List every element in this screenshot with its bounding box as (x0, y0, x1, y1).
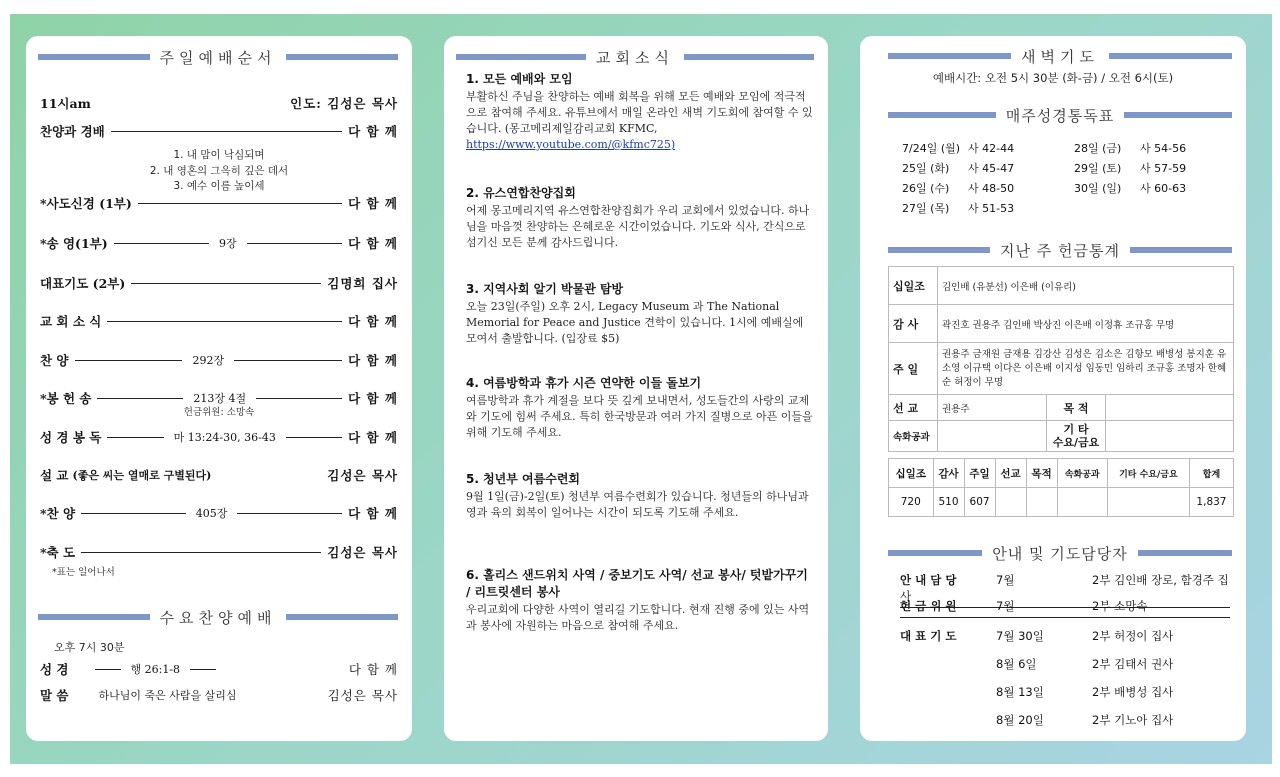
bible-passage: 사 54-56 (1140, 142, 1187, 155)
duty-person: 2부 허정이 집사 (1092, 629, 1174, 643)
news-body (466, 89, 814, 153)
order-line (107, 437, 163, 438)
order-leader: 다 함 께 (348, 196, 398, 211)
news-text: 여름방학과 휴가 계절을 보다 뜻 깊게 보내면서, 성도들간의 사랑의 교제와 기도에 힘써 주세요. 특히 한국방문과 여러 가지 질병으로 아픈 이들을 위해 기도해 주세요. (466, 394, 813, 439)
news-title: 2. 유스연합찬양집회 (466, 186, 576, 200)
order-line (107, 321, 342, 322)
summary-header-cell: 주일 (964, 459, 995, 488)
bible-passage: 사 45-47 (968, 162, 1015, 175)
order-detail: 405장 (195, 507, 228, 520)
summary-header-cell: 감사 (933, 459, 964, 488)
bible-passage: 사 60-63 (1140, 182, 1187, 195)
news-item (466, 184, 814, 251)
duty-heading: 안내 및 기도담당자 (888, 542, 1232, 564)
news-text: 부활하신 주님을 찬양하는 예배 회복을 위해 모든 예배와 모임에 적극적으로 참여해 주세요. 유튜브에서 매일 온라인 새벽 기도회에 참여할 수 있습니다. (몽고메리제일감리교회 KFMC, (466, 90, 813, 135)
news-title: 6. 홀리스 샌드위치 사역 / 중보기도 사역/ 선교 봉사/ 텃밭가꾸기 / 리트릿센터 봉사 (466, 568, 808, 599)
bible-passage: 사 42-44 (968, 142, 1015, 155)
news-item (466, 280, 814, 347)
order-line (114, 243, 209, 244)
duty-role: 안 내 담 당 (900, 573, 957, 587)
wednesday-line (95, 669, 121, 670)
order-detail: 213장 4절 (193, 392, 247, 405)
summary-header-cell: 속화공과 (1057, 459, 1107, 488)
order-label: 찬 양 (40, 353, 69, 368)
bible-reading-item (1074, 140, 1186, 156)
order-label: 찬양과 경배 (40, 124, 105, 139)
duty-row (900, 684, 1230, 700)
duty-person: 2부 기노아 집사 (1092, 713, 1174, 727)
wednesday-detail: 행 26:1-8 (130, 663, 181, 676)
bible-date: 26일 (수) (902, 182, 950, 195)
order-line (138, 203, 342, 204)
standing-note: *표는 일어나서 (52, 567, 115, 578)
bible-passage: 사 57-59 (1140, 162, 1187, 175)
order-leader: 김성은 목사 (327, 545, 398, 560)
bible-date: 7/24일 (월) (902, 142, 961, 155)
order-label: 교 회 소 식 (40, 314, 102, 329)
wednesday-detail: 하나님이 죽은 사람을 살리심 (98, 689, 237, 702)
order-leader: 다 함 께 (348, 506, 399, 521)
order-label: 설 교 (40, 468, 69, 483)
duty-person: 2부 김태서 권사 (1092, 657, 1174, 671)
bible-date: 30일 (일) (1074, 182, 1122, 195)
summary-value-cell (1057, 488, 1107, 517)
bible-reading-item (902, 140, 1014, 156)
service-time: 11시am (40, 96, 91, 111)
news-text: 9월 1일(금)-2일(토) 청년부 여름수련회가 있습니다. 청년들의 하나님과 영과 육의 회복이 일어나는 시간이 되도록 기도해 주세요. (466, 490, 809, 519)
church-news-panel (444, 36, 828, 741)
order-line (81, 513, 186, 514)
order-label: 대표기도 (2부) (40, 276, 126, 291)
order-detail: 292장 (192, 354, 225, 367)
order-leader: 다 함 께 (348, 391, 398, 406)
order-leader: 다 함 께 (348, 430, 399, 445)
news-text: 오늘 23일(주일) 오후 2시, Legacy Museum 과 The National Memorial for Peace and Justice 견학이 있습니다. 1시에 예배실에 모여서 출발합니다. (입장료 $5) (466, 300, 804, 345)
summary-header-cell: 합계 (1189, 459, 1233, 488)
order-detail: (좋은 씨는 열매로 구별된다) (72, 469, 212, 482)
order-row (40, 194, 398, 212)
wednesday-label: 말 씀 (40, 688, 69, 703)
order-line (237, 513, 342, 514)
bible-reading-item (902, 180, 1014, 196)
worship-order-heading: 주일예배순서 (38, 46, 398, 68)
news-title: 1. 모든 예배와 모임 (466, 72, 573, 86)
order-label: *사도신경 (1부) (40, 196, 132, 211)
order-line (234, 360, 342, 361)
order-detail: 9장 (219, 237, 237, 250)
summary-value-cell: 510 (933, 488, 964, 517)
news-title: 4. 여름방학과 휴가 시즌 연약한 이들 돌보기 (466, 376, 702, 390)
bible-passage: 사 51-53 (968, 202, 1015, 215)
news-body (466, 489, 814, 521)
order-row (40, 504, 398, 522)
news-title: 3. 지역사회 알기 박물관 탐방 (466, 282, 624, 296)
order-detail: 마 13:24-30, 36-43 (173, 431, 276, 444)
news-body (466, 393, 814, 441)
order-label: *찬 양 (40, 506, 76, 521)
offering-note: 헌금위원: 소망속 (183, 407, 255, 418)
wednesday-row (40, 660, 398, 678)
duty-row (900, 598, 1230, 618)
order-label: *송 영(1부) (40, 236, 108, 251)
bible-reading-item (1074, 180, 1186, 196)
summary-header-cell: 선교 (995, 459, 1026, 488)
order-label: *축 도 (40, 545, 76, 560)
wednesday-leader: 다 함 께 (348, 662, 398, 677)
duty-month: 7월 30일 (996, 629, 1044, 643)
wednesday-label: 성 경 (40, 662, 69, 677)
bible-reading-heading: 매주성경통독표 (888, 104, 1232, 126)
news-item (466, 374, 814, 441)
order-label: *봉 헌 송 (40, 391, 92, 406)
duty-row (900, 628, 1230, 644)
duty-month: 8월 6일 (996, 657, 1037, 671)
duty-month: 8월 20일 (996, 713, 1044, 727)
duty-month: 7월 (996, 599, 1015, 613)
dawn-prayer-heading: 새벽기도 (888, 45, 1232, 67)
bulletin-sheet (10, 14, 1272, 764)
order-row (40, 122, 398, 140)
offering-stats-heading: 지난 주 헌금통계 (888, 239, 1232, 261)
offering-summary-table (888, 458, 1234, 517)
summary-header-cell: 십일조 (889, 459, 934, 488)
order-leader: 김명희 집사 (327, 276, 398, 291)
bible-date: 29일 (토) (1074, 162, 1122, 175)
news-title: 5. 청년부 여름수련회 (466, 472, 581, 486)
service-time-row (40, 94, 398, 112)
summary-value-cell (1026, 488, 1057, 517)
summary-value-cell (1107, 488, 1189, 517)
news-item (466, 70, 814, 153)
order-line (247, 243, 342, 244)
news-text: 우리교회에 다양한 사역이 열리길 기도합니다. 현재 진행 중에 있는 사역과 봉사에 자원하는 마음으로 참여해 주세요. (466, 603, 810, 632)
duty-person: 2부 소망속 (1092, 599, 1148, 613)
duty-person: 2부 배병성 집사 (1092, 685, 1174, 699)
offering-names-table: 십일조 김인배 (유분선) 이은배 (이유리) 감 사 곽진호 권용주 김인배 박상진 이은배 이정휴 조규홍 무명 주 일 권용주 금재원 금재용 김강산 김성은 김소은 김항모 배병성 봉지훈 유소영 이규택 이다은 이은배 이지성 임동민 임하리 조규홍 조명자 한혜순 허정이 무명 선 교 권용주 목 적 속화공과 기 타 수요/금요 (888, 266, 1234, 452)
order-row (40, 312, 398, 330)
bible-reading-item (1074, 160, 1186, 176)
news-item (466, 566, 814, 634)
duty-person: 2부 김인배 장로, 함경주 집사 (900, 573, 1229, 603)
order-line (97, 398, 183, 399)
wednesday-row (40, 686, 398, 704)
dawn-prayer-time: 예배시간: 오전 5시 30분 (화-금) / 오전 6시(토) (932, 71, 1174, 85)
order-line (111, 131, 342, 132)
duty-month: 7월 (996, 573, 1015, 587)
bible-passage: 사 48-50 (968, 182, 1015, 195)
summary-value-cell (995, 488, 1026, 517)
news-body (466, 299, 814, 347)
wednesday-leader: 김성은 목사 (327, 688, 398, 703)
youtube-link[interactable]: https://www.youtube.com/@kfmc725) (466, 138, 676, 151)
summary-value-cell: 607 (964, 488, 995, 517)
order-leader: 다 함 께 (348, 314, 398, 329)
bible-date: 27일 (목) (902, 202, 950, 215)
wednesday-heading: 수요찬양예배 (38, 606, 398, 628)
order-line (75, 360, 183, 361)
wednesday-time: 오후 7시 30분 (54, 641, 125, 654)
summary-value-cell: 720 (889, 488, 934, 517)
order-row (40, 543, 398, 561)
summary-header-cell: 기타 수요/금요 (1107, 459, 1189, 488)
summary-header-cell: 목적 (1026, 459, 1057, 488)
news-text: 어제 몽고메리지역 유스연합찬양집회가 우리 교회에서 있었습니다. 하나님을 마음껏 찬양하는 은혜로운 시간이었습니다. 기도와 식사, 간식으로 섬기신 모든 분께 감사드립니다. (466, 204, 810, 249)
service-leader: 인도: 김성은 목사 (290, 96, 398, 111)
bible-reading-item (902, 200, 1014, 216)
news-body (466, 602, 814, 634)
order-line (256, 398, 342, 399)
duty-month: 8월 13일 (996, 685, 1044, 699)
duty-row (900, 656, 1230, 672)
news-item (466, 470, 814, 521)
order-row (40, 466, 398, 484)
order-row (40, 428, 398, 446)
order-leader: 김성은 목사 (327, 468, 398, 483)
info-panel (860, 36, 1246, 741)
order-row (40, 234, 398, 252)
news-body (466, 203, 814, 251)
order-line (131, 283, 321, 284)
order-row (40, 351, 398, 369)
worship-order-panel (26, 36, 412, 741)
praise-songs: 1. 내 맘이 낙심되며 2. 내 영혼의 그윽히 깊은 데서 3. 예수 이름 높이세 (149, 149, 289, 192)
duty-role: 헌 금 위 원 (900, 599, 957, 613)
order-leader: 다 함 께 (348, 124, 398, 139)
church-news-heading: 교회소식 (456, 46, 814, 68)
order-line (286, 437, 342, 438)
summary-value-cell: 1,837 (1189, 488, 1233, 517)
duty-role: 대 표 기 도 (900, 629, 957, 643)
wednesday-line (190, 669, 216, 670)
duty-row (900, 712, 1230, 728)
order-label: 성 경 봉 독 (40, 430, 102, 445)
bible-date: 28일 (금) (1074, 142, 1122, 155)
order-leader: 다 함 께 (348, 353, 399, 368)
bible-date: 25일 (화) (902, 162, 950, 175)
order-line (81, 552, 321, 553)
order-row (40, 274, 398, 292)
bible-reading-item (902, 160, 1014, 176)
order-leader: 다 함 께 (348, 236, 399, 251)
